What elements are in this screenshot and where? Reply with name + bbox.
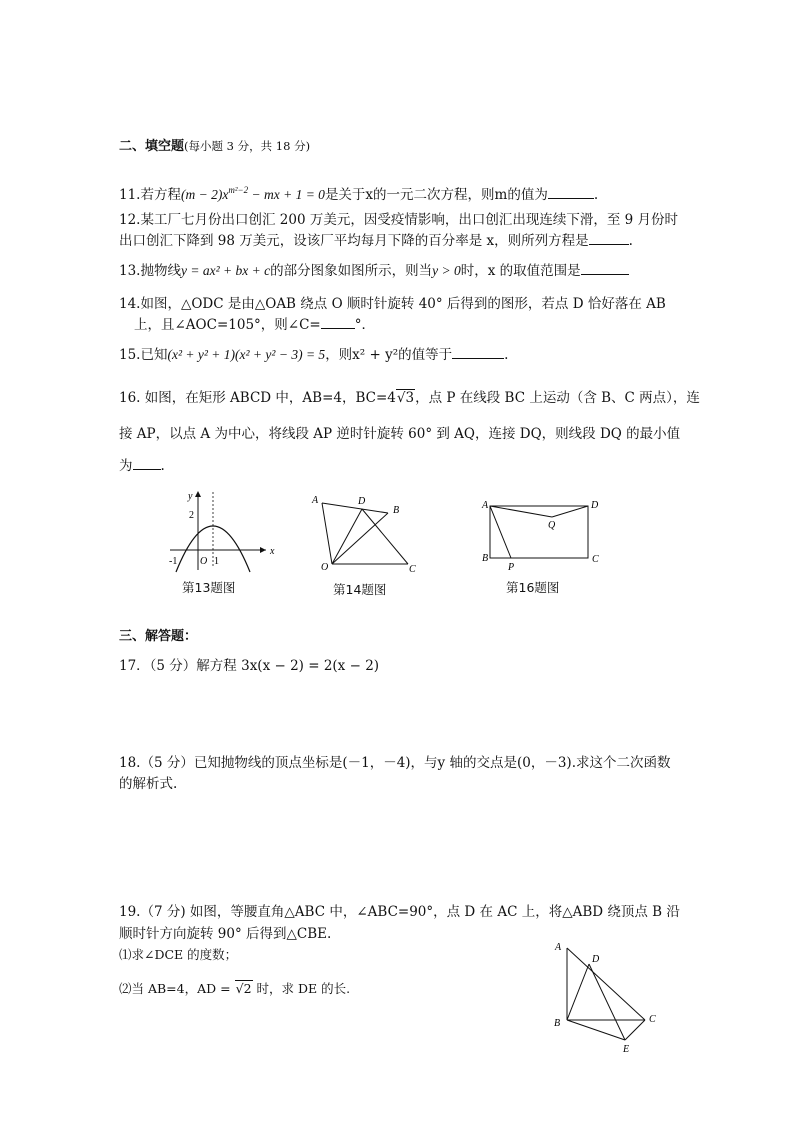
fig19-segment-de [589,964,625,1040]
question-16-line1 [119,389,700,407]
figure-16-caption: 第16题图 [506,580,560,595]
question-15 [119,346,508,364]
q15-pre: 15.已知 [119,347,168,363]
fig14-segment-ab [322,503,388,513]
fig16-segment-qd [552,506,588,517]
q11-pre: 若方程 [140,187,181,203]
q11-expr2: − mx + 1 = 0 [248,187,325,202]
question-14-line1: 14.如图，△ODC 是由△OAB 绕点 O 顺时针旋转 40° 后得到的图形，若点 D 恰好落在 AB [119,296,666,312]
q16-end: . [160,458,165,474]
fig19-label-b: B [554,1018,561,1029]
fig13-label-2: 2 [189,510,194,521]
question-18-line1: 18.（5 分）已知抛物线的顶点坐标是(－1，－4)，与y 轴的交点是(0，－3).求这个二次函数 [119,755,671,771]
fig13-label-y: y [188,491,193,502]
q13-post: 时，x 的取值范围是 [460,263,581,279]
q13-pre: 13.抛物线 [119,263,181,279]
q11-answer-blank[interactable] [548,186,594,199]
fig14-segment-od [332,509,362,564]
question-19-line2: 顺时针方向旋转 90° 后得到△CBE. [119,926,332,942]
fig14-segment-dc [362,509,408,564]
figure-19-triangle [545,938,665,1058]
q15-answer-blank[interactable] [452,346,504,359]
figure-16-rectangle [478,494,608,576]
q13-answer-blank[interactable] [581,262,629,275]
fig16-segment-ap [490,506,511,558]
fig13-x-arrow [260,547,266,553]
q15-post: ，则x² + y²的值等于 [325,347,453,363]
fig13-y-arrow [195,491,201,497]
fig14-label-a: A [312,495,319,506]
q16-line1b: ，点 P 在线段 BC 上运动（含 B、C 两点），连 [415,390,700,406]
section-2-heading [119,137,310,156]
fig16-label-c: C [592,554,599,565]
fig19-label-c: C [649,1014,656,1025]
fig14-label-o: O [321,562,329,573]
q13-expr: y = ax² + bx + c [180,263,271,278]
section-2-note: (每小题 3 分，共 18 分) [184,139,311,153]
fig14-segment-ao [322,503,332,564]
fig16-segment-aq [490,506,552,517]
fig19-segment-be [567,1020,625,1040]
fig13-label-o: O [200,556,208,567]
section-2-title: 二、填空题 [119,139,185,154]
q15-expr: (x² + y² + 1)(x² + y² − 3) = 5 [167,347,326,362]
q19-sub2b: 时，求 DE 的长. [252,981,351,996]
section-3-title: 三、解答题： [119,629,198,644]
q11-post: 是关于x的一元二次方程，则m的值为 [324,187,548,203]
fig14-label-c: C [409,564,416,575]
fig19-label-d: D [592,954,600,965]
q15-end: . [504,347,509,363]
fig16-label-d: D [591,500,599,511]
q12-line2-text: 出口创汇下降到 98 万美元，设该厂平均每月下降的百分率是 x，则所列方程是 [119,233,589,249]
question-11 [119,181,598,204]
question-16-line2: 接 AP，以点 A 为中心，将线段 AP 逆时针旋转 60° 到 AQ，连接 DQ，则线段 DQ 的最小值 [119,426,681,442]
figure-14-caption: 第14题图 [333,582,387,597]
q14-answer-blank[interactable] [321,316,355,329]
question-16-line3 [119,457,165,475]
q16-answer-blank[interactable] [133,457,161,470]
q19-sub2a: ⑵当 AB=4，AD = [119,981,235,996]
q11-end: . [593,187,599,203]
fig19-segment-bd [567,964,589,1020]
q16-sqrt-value: √3 [396,390,415,406]
question-13 [119,262,629,280]
figure-14-rotation [308,490,428,575]
q13-mid: 的部分图象如图所示，则当 [270,263,433,279]
question-14-line2 [134,316,375,334]
q11-expr: (m − 2)x [180,187,229,202]
q11-exponent: m²−2 [228,185,249,195]
fig16-label-b: B [482,553,489,564]
question-19-sub2 [119,980,350,998]
q12-end: . [628,233,633,249]
q16-line3-text: 为 [119,458,133,474]
question-12-line1: 12.某工厂七月份出口创汇 200 万美元，因受疫情影响，出口创汇出现连续下滑，至 9 月份时 [119,212,678,228]
fig19-label-a: A [555,942,562,953]
fig13-label-x: x [270,546,275,557]
q19-sqrt-value: √2 [235,981,252,996]
fig14-label-d: D [358,496,366,507]
q16-line1a: 16. 如图，在矩形 ABCD 中，AB=4，BC=4 [119,390,396,406]
fig14-segment-ob [332,513,388,564]
figure-13-caption: 第13题图 [182,580,236,595]
q14-line2-text: 上，且∠AOC=105°，则∠C= [134,317,321,333]
fig16-label-q: Q [548,520,556,531]
q14-end: °． [354,317,375,333]
fig13-label-1: 1 [214,556,219,567]
fig13-label-neg1: -1 [169,556,178,567]
q11-num: 11. [119,187,141,203]
q12-answer-blank[interactable] [589,232,629,245]
q13-cond: y > 0 [432,263,461,278]
fig16-rectangle-abcd [490,506,588,558]
fig19-segment-ce [625,1020,645,1040]
fig19-segment-ac [567,948,645,1020]
fig14-label-b: B [393,505,400,516]
question-12-line2 [119,232,633,250]
fig16-label-a: A [482,500,489,511]
fig19-label-e: E [623,1044,630,1055]
question-17: 17．（5 分）解方程 3x(x − 2) = 2(x − 2) [119,658,380,674]
question-19-line1: 19.（7 分) 如图，等腰直角△ABC 中，∠ABC=90°，点 D 在 AC 上，将△ABD 绕顶点 B 沿 [119,904,680,920]
question-18-line2: 的解析式. [119,776,178,792]
figure-13-parabola [168,488,278,573]
question-19-sub1: ⑴求∠DCE 的度数； [119,947,238,962]
fig16-label-p: P [508,562,515,573]
